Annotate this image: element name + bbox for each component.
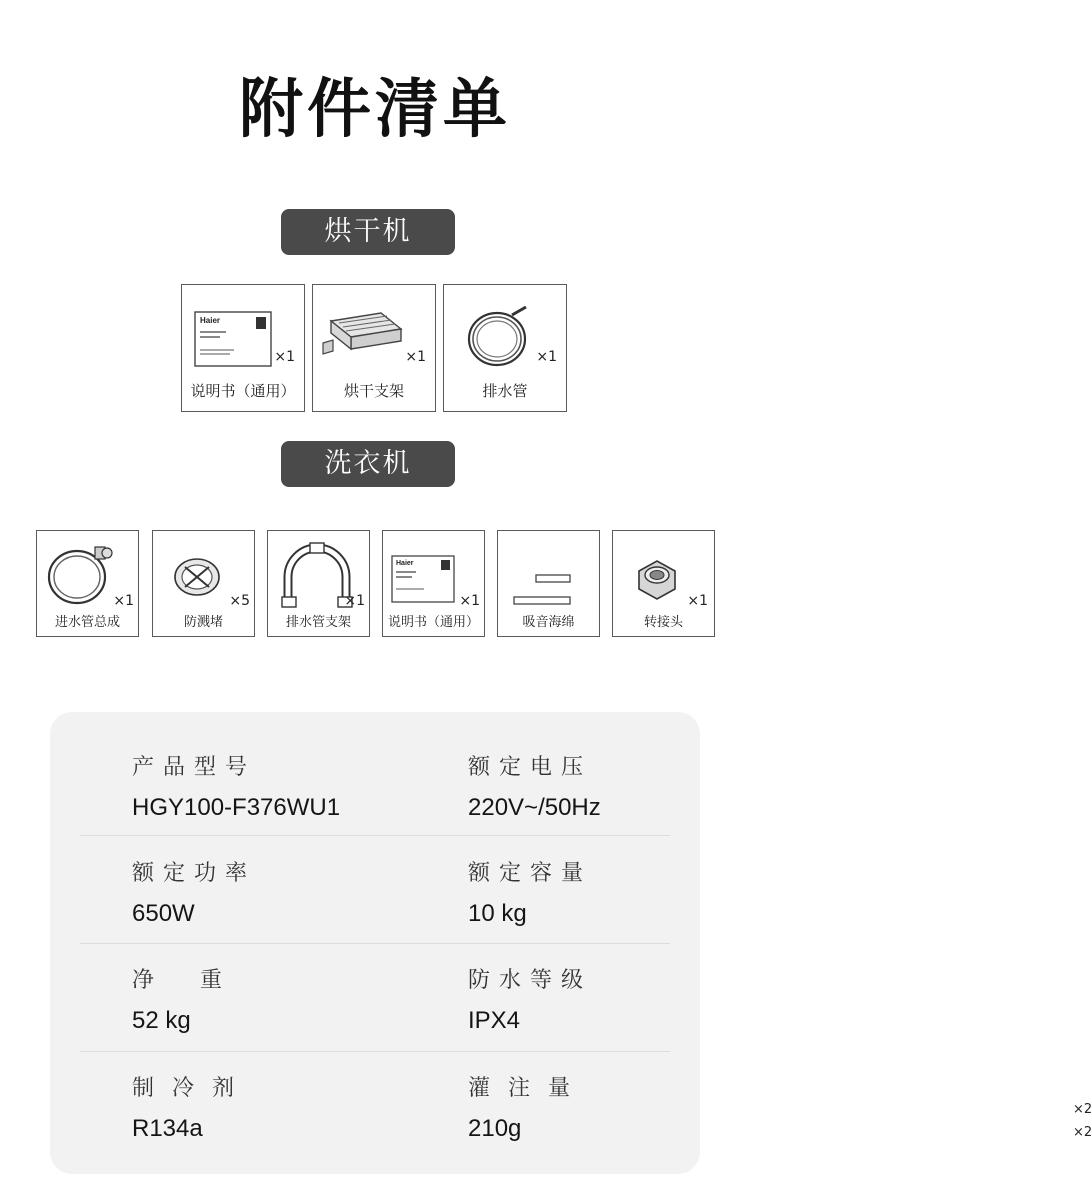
- washer-item-inlet-hose: [36, 530, 139, 637]
- item-quantity: ×1: [113, 593, 134, 609]
- divider: [80, 943, 670, 944]
- item-name: 排水管: [482, 382, 528, 400]
- spec-value-refrigerant: R134a: [132, 1115, 203, 1142]
- manual-icon: [194, 311, 272, 367]
- sponge-strip-icon: [512, 573, 572, 607]
- item-name: 防溅堵: [183, 615, 223, 630]
- dryer-section-label: 烘干机: [281, 209, 455, 255]
- spec-value-model: HGY100-F376WU1: [132, 794, 341, 821]
- spec-label-capacity: 额定容量: [468, 861, 593, 886]
- dryer-item-rack: [312, 284, 436, 412]
- dryer-item-drain-hose: [443, 284, 567, 412]
- spec-label-voltage: 额定电压: [468, 755, 593, 780]
- spec-label-power: 额定功率: [132, 861, 257, 886]
- spec-value-net-weight: 52 kg: [132, 1007, 191, 1034]
- washer-item-splash-plug: [152, 530, 255, 637]
- spec-label-model: 产品型号: [132, 755, 257, 780]
- drain-bracket-icon: [280, 539, 354, 611]
- manual-brand-text: Haier: [396, 560, 414, 567]
- item-quantity: ×1: [344, 593, 365, 609]
- drain-hose-icon: [464, 303, 534, 369]
- adapter-fitting-icon: [629, 551, 685, 607]
- washer-section-label: 洗衣机: [281, 441, 455, 487]
- manual-brand-text: Haier: [200, 316, 221, 325]
- divider: [80, 835, 670, 836]
- item-name: 说明书（通用）: [190, 382, 296, 400]
- item-name: 排水管支架: [285, 615, 351, 630]
- washer-item-drain-bracket: [267, 530, 370, 637]
- spec-label-charge: 灌注量: [468, 1076, 589, 1101]
- drying-rack-icon: [317, 307, 405, 367]
- splash-plug-icon: [171, 553, 223, 601]
- spec-panel: [50, 712, 700, 1174]
- item-name: 转接头: [643, 615, 683, 630]
- inlet-hose-icon: [45, 541, 117, 607]
- spec-value-waterproof: IPX4: [468, 1007, 521, 1034]
- item-quantity: ×1: [536, 349, 557, 365]
- manual-icon: [391, 555, 455, 603]
- item-name: 进水管总成: [54, 615, 120, 630]
- spec-label-refrigerant: 制冷剂: [132, 1076, 253, 1101]
- item-quantity-secondary: ×2: [1073, 1125, 1092, 1140]
- item-quantity: ×5: [229, 593, 250, 609]
- spec-value-charge: 210g: [468, 1115, 522, 1142]
- item-quantity: ×1: [687, 593, 708, 609]
- item-quantity: ×1: [405, 349, 426, 365]
- dryer-item-manual: [181, 284, 305, 412]
- item-quantity: ×2: [1073, 1102, 1092, 1117]
- item-quantity: ×1: [459, 593, 480, 609]
- spec-value-capacity: 10 kg: [468, 900, 527, 927]
- spec-value-voltage: 220V~/50Hz: [468, 794, 601, 821]
- item-name: 吸音海绵: [522, 615, 575, 630]
- item-name: 说明书（通用）: [387, 615, 479, 630]
- washer-item-adapter: [612, 530, 715, 637]
- washer-item-manual: [382, 530, 485, 637]
- spec-value-power: 650W: [132, 900, 195, 927]
- item-quantity: ×1: [274, 349, 295, 365]
- page-title: 附件清单: [239, 73, 511, 147]
- spec-label-waterproof: 防水等级: [468, 968, 593, 993]
- spec-label-net-weight: 净 重: [132, 968, 235, 993]
- item-name: 烘干支架: [343, 382, 404, 400]
- divider: [80, 1051, 670, 1052]
